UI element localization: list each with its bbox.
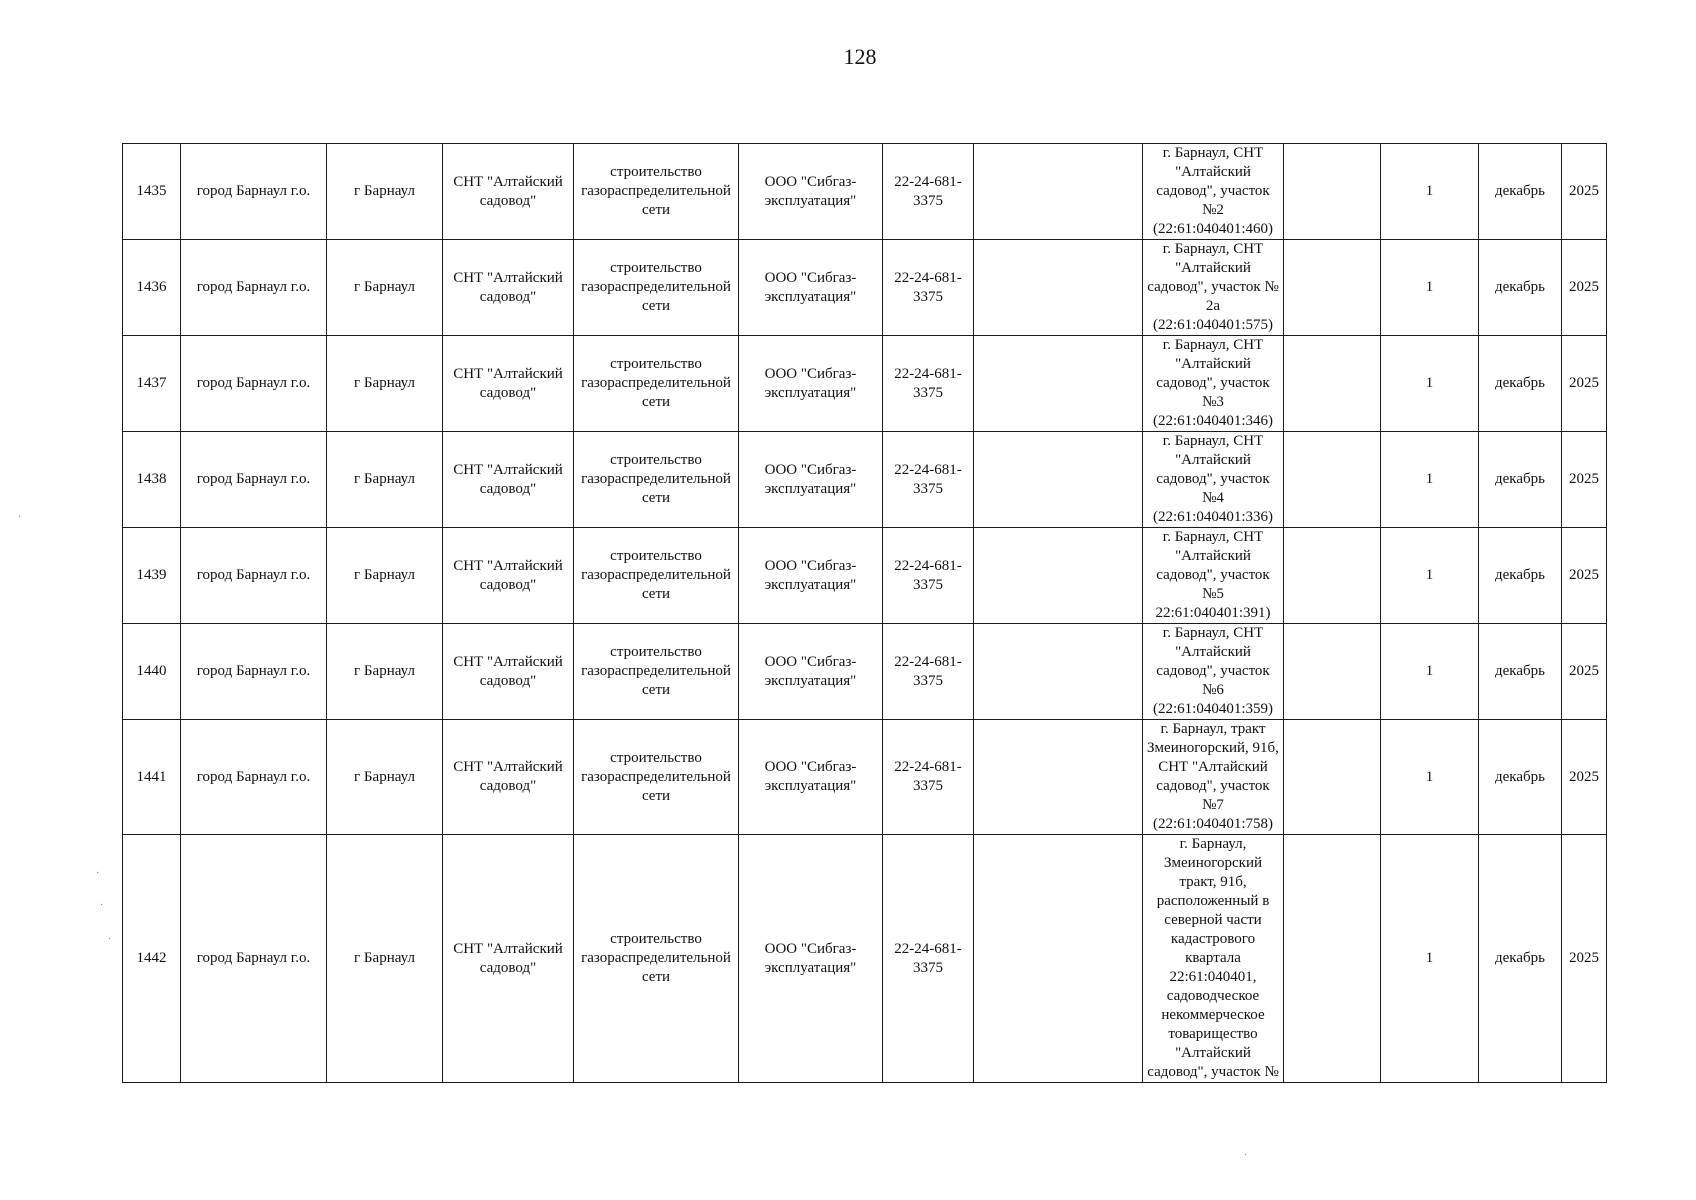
municipality-cell: город Барнаул г.о. [181,144,327,240]
purpose-cell: строительство газораспределительной сети [574,720,739,835]
count-cell: 1 [1381,624,1479,720]
applicant-cell: СНТ "Алтайский садовод" [443,144,574,240]
inn-cell: 22-24-681-3375 [883,528,974,624]
empty-cell [974,336,1143,432]
row-number-cell: 1437 [123,336,181,432]
scan-speck: · [18,512,22,523]
empty-cell [974,144,1143,240]
empty-cell [1284,240,1381,336]
empty-cell [1284,624,1381,720]
address-cell: г. Барнаул, СНТ "Алтайский садовод", участок №3 (22:61:040401:346) [1143,336,1284,432]
settlement-cell: г Барнаул [327,720,443,835]
municipality-cell: город Барнаул г.о. [181,432,327,528]
month-cell: декабрь [1479,432,1562,528]
municipality-cell: город Барнаул г.о. [181,835,327,1083]
count-cell: 1 [1381,528,1479,624]
count-cell: 1 [1381,720,1479,835]
address-cell: г. Барнаул, СНТ "Алтайский садовод", участок №2 (22:61:040401:460) [1143,144,1284,240]
row-number-cell: 1442 [123,835,181,1083]
row-number-cell: 1435 [123,144,181,240]
applicant-cell: СНТ "Алтайский садовод" [443,528,574,624]
applicant-cell: СНТ "Алтайский садовод" [443,720,574,835]
address-cell: г. Барнаул, СНТ "Алтайский садовод", участок № 2а (22:61:040401:575) [1143,240,1284,336]
address-cell: г. Барнаул, СНТ "Алтайский садовод", участок №6 (22:61:040401:359) [1143,624,1284,720]
month-cell: декабрь [1479,240,1562,336]
settlement-cell: г Барнаул [327,336,443,432]
address-cell: г. Барнаул, Змеиногорский тракт, 91б, расположенный в северной части кадастрового квартала 22:61:040401, садоводческое некоммерческое товарищество "Алтайский садовод", участок № [1143,835,1284,1083]
table-row [123,336,1607,432]
address-cell: г. Барнаул, тракт Змеиногорский, 91б, СНТ "Алтайский садовод", участок №7 (22:61:040401:758) [1143,720,1284,835]
month-cell: декабрь [1479,624,1562,720]
table-row [123,835,1607,1083]
purpose-cell: строительство газораспределительной сети [574,144,739,240]
municipality-cell: город Барнаул г.о. [181,240,327,336]
row-number-cell: 1441 [123,720,181,835]
operator-cell: ООО "Сибгаз-эксплуатация" [739,720,883,835]
address-cell: г. Барнаул, СНТ "Алтайский садовод", участок №4 (22:61:040401:336) [1143,432,1284,528]
operator-cell: ООО "Сибгаз-эксплуатация" [739,336,883,432]
inn-cell: 22-24-681-3375 [883,336,974,432]
table-row [123,144,1607,240]
year-cell: 2025 [1562,835,1607,1083]
empty-cell [974,835,1143,1083]
year-cell: 2025 [1562,240,1607,336]
inn-cell: 22-24-681-3375 [883,144,974,240]
scan-speck: · [100,900,104,911]
inn-cell: 22-24-681-3375 [883,432,974,528]
operator-cell: ООО "Сибгаз-эксплуатация" [739,835,883,1083]
inn-cell: 22-24-681-3375 [883,240,974,336]
table-row [123,528,1607,624]
count-cell: 1 [1381,336,1479,432]
year-cell: 2025 [1562,144,1607,240]
municipality-cell: город Барнаул г.о. [181,624,327,720]
empty-cell [1284,528,1381,624]
empty-cell [974,432,1143,528]
inn-cell: 22-24-681-3375 [883,835,974,1083]
applicant-cell: СНТ "Алтайский садовод" [443,432,574,528]
purpose-cell: строительство газораспределительной сети [574,240,739,336]
page-number: 128 [843,44,877,69]
scan-speck: · [96,868,100,879]
empty-cell [974,240,1143,336]
table-row [123,720,1607,835]
empty-cell [974,528,1143,624]
operator-cell: ООО "Сибгаз-эксплуатация" [739,528,883,624]
purpose-cell: строительство газораспределительной сети [574,624,739,720]
purpose-cell: строительство газораспределительной сети [574,432,739,528]
municipality-cell: город Барнаул г.о. [181,720,327,835]
settlement-cell: г Барнаул [327,624,443,720]
applicant-cell: СНТ "Алтайский садовод" [443,240,574,336]
purpose-cell: строительство газораспределительной сети [574,336,739,432]
scan-speck: · [108,934,112,945]
empty-cell [1284,336,1381,432]
month-cell: декабрь [1479,720,1562,835]
settlement-cell: г Барнаул [327,432,443,528]
settlement-cell: г Барнаул [327,144,443,240]
year-cell: 2025 [1562,528,1607,624]
empty-cell [1284,720,1381,835]
applicant-cell: СНТ "Алтайский садовод" [443,835,574,1083]
registry-rows [123,144,1607,1083]
municipality-cell: город Барнаул г.о. [181,336,327,432]
row-number-cell: 1440 [123,624,181,720]
municipality-cell: город Барнаул г.о. [181,528,327,624]
registry-table [122,143,1607,1083]
year-cell: 2025 [1562,336,1607,432]
empty-cell [1284,835,1381,1083]
settlement-cell: г Барнаул [327,528,443,624]
inn-cell: 22-24-681-3375 [883,720,974,835]
operator-cell: ООО "Сибгаз-эксплуатация" [739,240,883,336]
count-cell: 1 [1381,432,1479,528]
row-number-cell: 1436 [123,240,181,336]
year-cell: 2025 [1562,624,1607,720]
applicant-cell: СНТ "Алтайский садовод" [443,624,574,720]
table-row [123,624,1607,720]
count-cell: 1 [1381,835,1479,1083]
empty-cell [1284,144,1381,240]
operator-cell: ООО "Сибгаз-эксплуатация" [739,144,883,240]
scan-speck: · [1244,1150,1248,1161]
count-cell: 1 [1381,240,1479,336]
empty-cell [1284,432,1381,528]
purpose-cell: строительство газораспределительной сети [574,835,739,1083]
address-cell: г. Барнаул, СНТ "Алтайский садовод", участок №5 22:61:040401:391) [1143,528,1284,624]
empty-cell [974,624,1143,720]
empty-cell [974,720,1143,835]
month-cell: декабрь [1479,144,1562,240]
row-number-cell: 1439 [123,528,181,624]
inn-cell: 22-24-681-3375 [883,624,974,720]
month-cell: декабрь [1479,336,1562,432]
table-row [123,240,1607,336]
operator-cell: ООО "Сибгаз-эксплуатация" [739,624,883,720]
purpose-cell: строительство газораспределительной сети [574,528,739,624]
month-cell: декабрь [1479,528,1562,624]
applicant-cell: СНТ "Алтайский садовод" [443,336,574,432]
settlement-cell: г Барнаул [327,835,443,1083]
year-cell: 2025 [1562,432,1607,528]
operator-cell: ООО "Сибгаз-эксплуатация" [739,432,883,528]
row-number-cell: 1438 [123,432,181,528]
table-row [123,432,1607,528]
month-cell: декабрь [1479,835,1562,1083]
count-cell: 1 [1381,144,1479,240]
year-cell: 2025 [1562,720,1607,835]
settlement-cell: г Барнаул [327,240,443,336]
